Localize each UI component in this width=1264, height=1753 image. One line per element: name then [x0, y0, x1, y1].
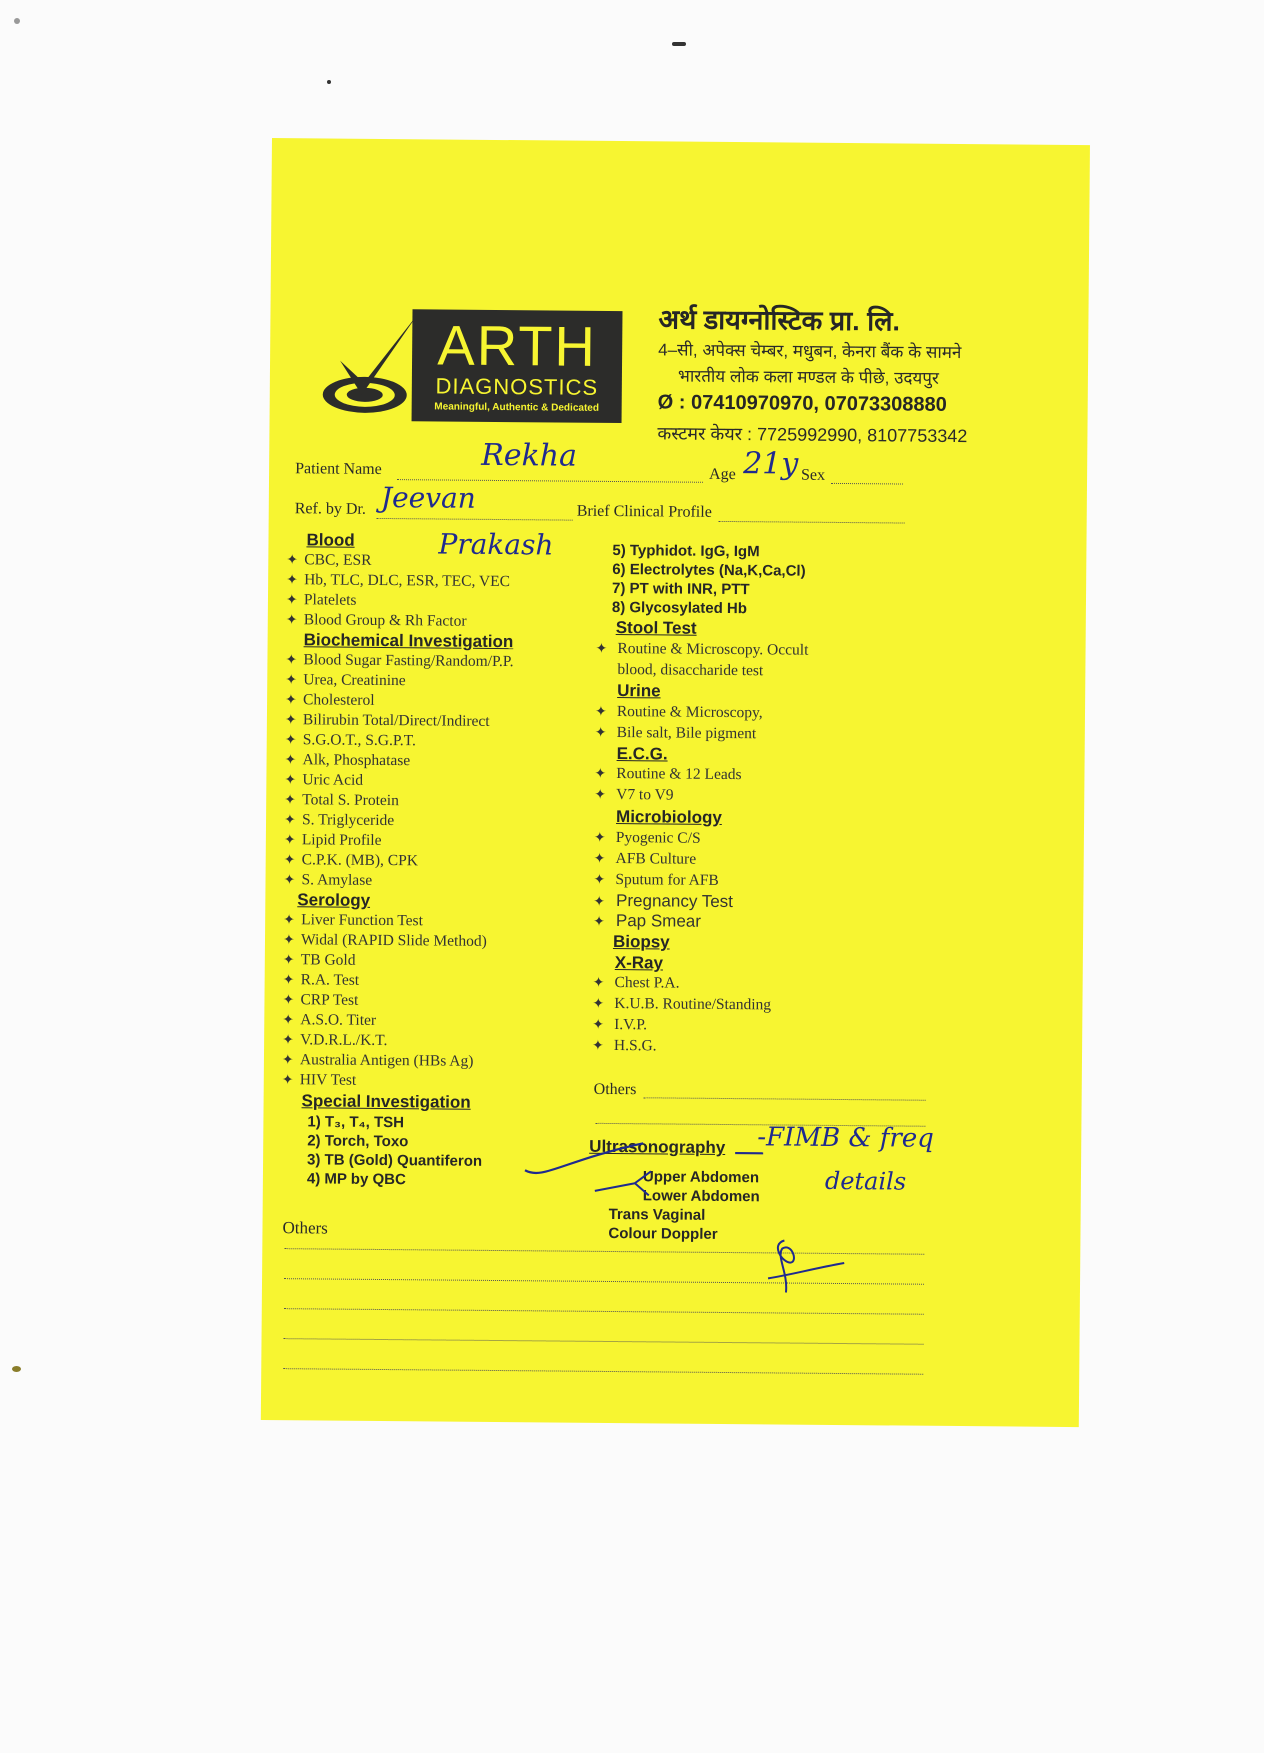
scan-speck	[14, 18, 20, 24]
brand-logo	[412, 309, 623, 423]
list-item: ✦ Blood Group & Rh Factor	[285, 611, 467, 630]
list-item: ✦ I.V.P.	[592, 1016, 648, 1034]
list-item: 4) MP by QBC	[306, 1170, 406, 1189]
urine-header: Urine	[617, 681, 661, 701]
stool-test-header: Stool Test	[615, 618, 697, 638]
list-item: ✦ S. Triglyceride	[283, 811, 395, 830]
special-investigation-header: Special Investigation	[301, 1091, 471, 1112]
list-item: ✦ Liver Function Test	[283, 911, 424, 930]
others-label-left: Others	[282, 1218, 328, 1238]
scan-speck	[12, 1366, 21, 1372]
list-item: 3) TB (Gold) Quantiferon	[307, 1151, 483, 1170]
list-item: ✦ Lipid Profile	[283, 831, 382, 849]
list-item: ✦ R.A. Test	[282, 971, 360, 989]
list-item: ✦ V7 to V9	[594, 786, 674, 804]
microbiology-list	[593, 828, 924, 934]
list-item: ✦ Uric Acid	[284, 771, 364, 789]
others-line-5	[283, 1368, 923, 1375]
ref-doctor-value-line1: Jeevan	[380, 480, 476, 515]
list-item: ✦ HIV Test	[281, 1071, 357, 1089]
list-item: ✦ Blood Sugar Fasting/Random/P.P.	[285, 651, 514, 671]
list-item: ✦ Hb, TLC, DLC, ESR, TEC, VEC	[286, 571, 511, 591]
biopsy-header: Biopsy	[612, 932, 670, 952]
list-item: ✦ Australia Antigen (HBs Ag)	[281, 1051, 474, 1070]
signature-mark	[762, 1232, 853, 1303]
phone-numbers: Ø : 07410970970, 07073308880	[657, 391, 947, 416]
list-item: ✦ Bile salt, Bile pigment	[594, 724, 757, 743]
others-label-right: Others	[593, 1080, 637, 1099]
ecg-list	[594, 764, 924, 809]
list-item: ✦ K.U.B. Routine/Standing	[592, 995, 772, 1014]
xray-list	[592, 973, 923, 1060]
list-item: ✦ Pyogenic C/S	[593, 829, 701, 847]
list-item: ✦ H.S.G.	[592, 1037, 657, 1055]
list-item: 1) T₃, T₄, TSH	[307, 1113, 405, 1132]
handwritten-check-stroke	[523, 1130, 964, 1204]
microbiology-header: Microbiology	[616, 807, 722, 827]
list-item: ✦ Alk, Phosphatase	[284, 751, 411, 770]
ref-doctor-label: Ref. by Dr.	[294, 500, 366, 518]
list-item: Upper Abdomen	[642, 1168, 760, 1187]
clinical-profile-label: Brief Clinical Profile	[576, 502, 712, 521]
hindi-company-name: अर्थ डायग्नोस्टिक प्रा. लि.	[658, 304, 901, 337]
list-item: ✦ C.P.K. (MB), CPK	[283, 851, 419, 870]
ultrasonography-list-2	[608, 1205, 717, 1244]
list-item: ✦ Routine & 12 Leads	[594, 765, 742, 784]
handwritten-note-line1: -FIMB & freq	[757, 1122, 935, 1154]
list-item: ✦ CRP Test	[282, 991, 359, 1009]
ultrasonography-header: Ultrasonography	[589, 1136, 726, 1157]
scan-speck	[327, 80, 331, 84]
biochemical-header: Biochemical Investigation	[303, 630, 514, 652]
list-item: ✦ Bilirubin Total/Direct/Indirect	[284, 711, 490, 730]
list-item: ✦ V.D.R.L./K.T.	[282, 1031, 388, 1050]
list-item: ✦ Chest P.A.	[592, 974, 680, 992]
list-item: ✦ Sputum for AFB	[593, 871, 719, 889]
special-investigation-continued	[612, 541, 927, 620]
biochemical-list	[283, 650, 585, 893]
list-item: ✦ AFB Culture	[593, 850, 697, 868]
address-line-1: 4–सी, अपेक्स चेम्बर, मधुबन, केनरा बैंक के सामने	[658, 340, 962, 363]
list-item: Trans Vaginal	[608, 1205, 706, 1224]
list-item: 5) Typhidot. IgG, IgM	[612, 541, 760, 561]
blood-list	[286, 550, 587, 633]
list-item: ✦ S. Amylase	[283, 871, 373, 889]
sex-line	[831, 483, 903, 485]
blood-header: Blood	[306, 530, 355, 550]
clinical-profile-line	[719, 521, 905, 524]
brand-tagline: Meaningful, Authentic & Dedicated	[434, 401, 600, 414]
others-line-3	[284, 1308, 924, 1315]
list-item: ✦ Routine & Microscopy,	[594, 703, 763, 722]
list-item: ✦ Pap Smear	[593, 911, 702, 931]
serology-header: Serology	[297, 890, 371, 910]
list-item: ✦ CBC, ESR	[286, 551, 372, 569]
list-item: Lower Abdomen	[642, 1187, 760, 1206]
brand-name: ARTH	[437, 313, 598, 378]
patient-name-value: Rekha	[481, 437, 578, 474]
customer-care: कस्टमर केयर : 7725992990, 8107753342	[657, 423, 968, 447]
ecg-header: E.C.G.	[616, 744, 668, 764]
list-item: ✦ TB Gold	[282, 951, 356, 969]
list-item: 2) Torch, Toxo	[307, 1132, 409, 1151]
address-line-2: भारतीय लोक कला मण्डल के पीछे, उदयपुर	[677, 366, 940, 388]
left-column	[281, 530, 587, 1191]
list-item: Colour Doppler	[608, 1224, 718, 1243]
age-value: 21y	[743, 446, 799, 482]
list-item: ✦ Widal (RAPID Slide Method)	[282, 931, 487, 950]
others-right-line-1	[644, 1097, 926, 1100]
age-label: Age	[709, 465, 736, 484]
sex-label: Sex	[801, 466, 826, 484]
patient-name-label: Patient Name	[295, 460, 382, 478]
list-item: 6) Electrolytes (Na,K,Ca,Cl)	[612, 560, 806, 580]
handwritten-note-line2: details	[824, 1166, 907, 1196]
ref-doctor-value-line2: Prakash	[438, 527, 554, 562]
others-line-4	[284, 1338, 924, 1345]
list-item: ✦ Routine & Microscopy. Occult	[595, 640, 809, 659]
stool-list	[595, 639, 925, 683]
serology-list	[282, 910, 584, 1093]
list-item: ✦ Cholesterol	[285, 691, 375, 709]
list-item: ✦ Pregnancy Test	[593, 891, 734, 912]
ref-doctor-line	[377, 518, 573, 521]
xray-header: X-Ray	[614, 953, 664, 973]
list-item: ✦ Total S. Protein	[284, 791, 399, 810]
list-item: ✦ Urea, Creatinine	[285, 671, 406, 690]
urine-list	[595, 702, 925, 747]
list-item: ✦ Platelets	[285, 591, 357, 609]
requisition-slip	[261, 138, 1090, 1427]
list-item: 8) Glycosylated Hb	[611, 598, 748, 618]
brand-subtitle: DIAGNOSTICS	[435, 373, 599, 400]
list-item: ✦ A.S.O. Titer	[282, 1011, 377, 1029]
list-item: blood, disaccharide test	[617, 661, 764, 680]
list-item: 7) PT with INR, PTT	[612, 579, 750, 599]
right-column	[592, 541, 926, 1060]
scan-speck	[672, 42, 686, 46]
list-item: ✦ S.G.O.T., S.G.P.T.	[284, 731, 416, 750]
